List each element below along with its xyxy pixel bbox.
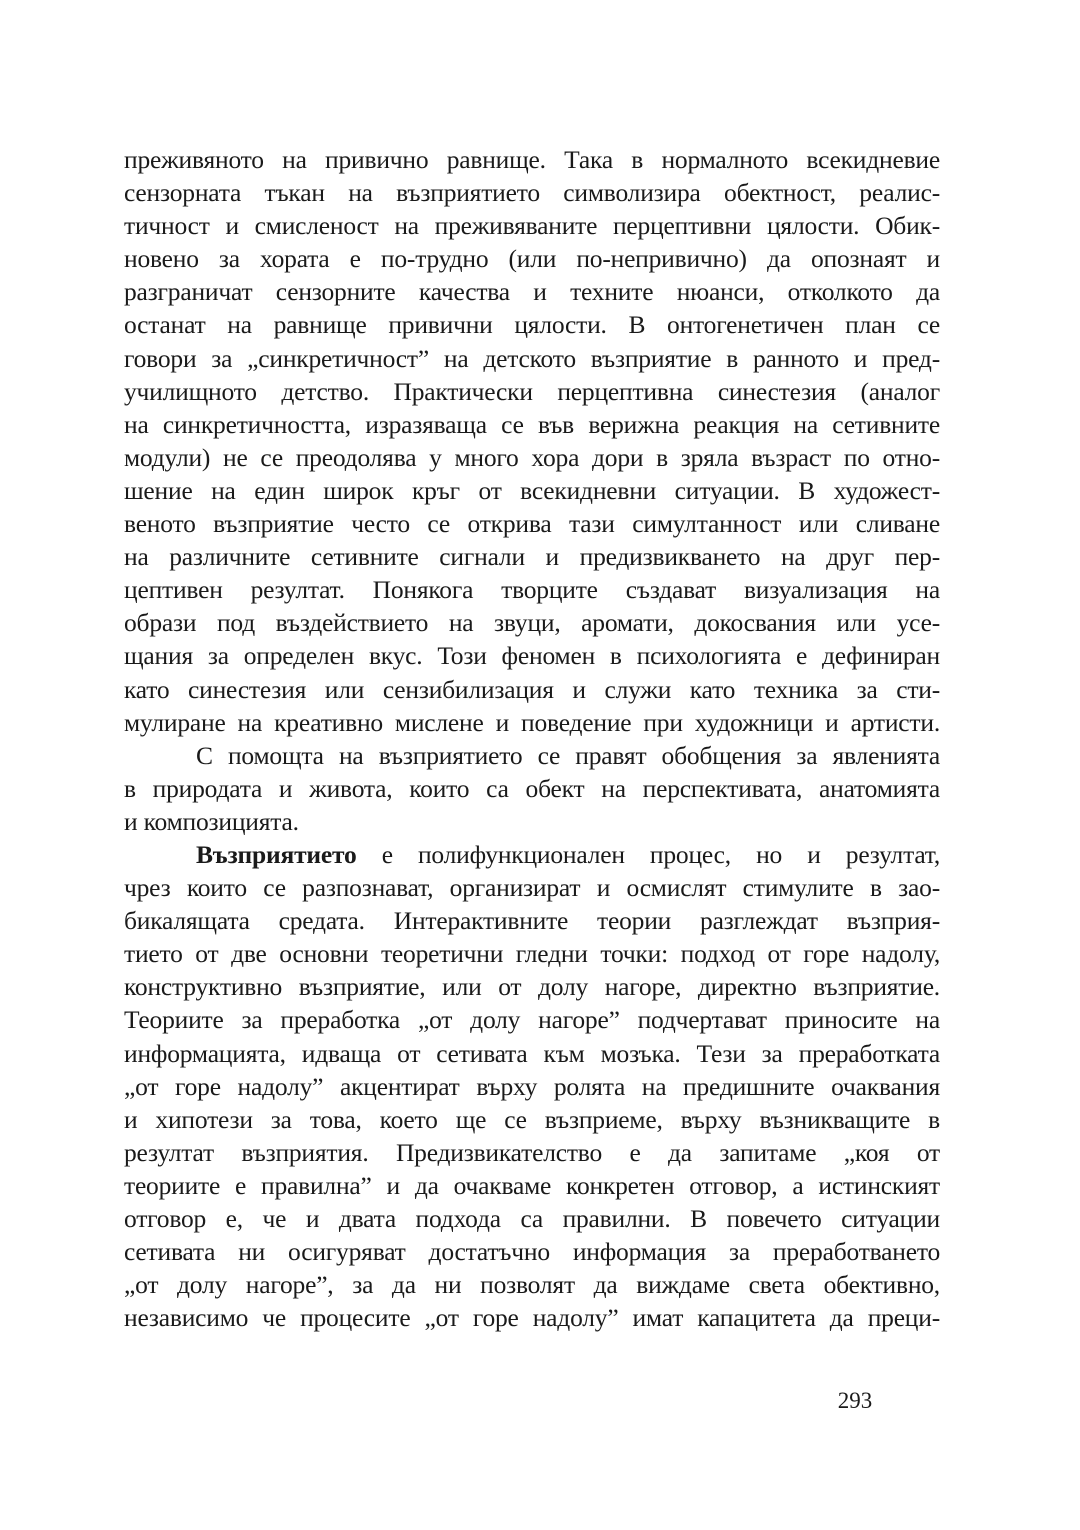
text-line: разграничат сензорните качества и техните нюанси, отколкото да bbox=[124, 277, 940, 307]
text-line: тичност и смисленост на преживяваните перцептивни цялости. Обик- bbox=[124, 211, 940, 241]
text-line: информацията, идваща от сетивата към мозъка. Тези за преработката bbox=[124, 1038, 940, 1068]
text-line: отговор е, че и двата подхода са правилни. В повечето ситуации bbox=[124, 1204, 940, 1233]
text-line: конструктивно възприятие, или от долу нагоре, директно възприятие. bbox=[124, 972, 940, 1002]
page-number: 293 bbox=[837, 1388, 873, 1413]
text-line: мулиране на креативно мислене и поведение при художници и артисти. bbox=[124, 707, 940, 737]
text-line: на различните сетивните сигнали и предизвикването на друг пер- bbox=[124, 542, 940, 572]
text-line: на синкретичността, изразяваща се във верижна реакция на сетивните bbox=[124, 409, 940, 439]
text-line: тието от две основни теоретични гледни точки: подход от горе надолу, bbox=[124, 939, 940, 969]
text-line bbox=[124, 838, 940, 871]
text-line: модули) не се преодолява у много хора дори в зряла възраст по отно- bbox=[124, 442, 940, 472]
text-line: С помощта на възприятието се правят обобщения за явленията bbox=[196, 740, 940, 770]
text-line: образи под въздействието на звуци, аромати, докосвания или усе- bbox=[124, 608, 940, 638]
text-line: говори за „синкретичност” на детското възприятие в ранното и пред- bbox=[124, 343, 940, 373]
text-line: училищното детство. Практически перцептивна синестезия (аналог bbox=[124, 376, 940, 406]
text-line: шение на един широк кръг от всекидневни ситуации. В художест- bbox=[124, 475, 940, 505]
text-span: е полифункционален процес, но и резултат, bbox=[356, 839, 940, 869]
text-line: бикалящата средата. Интерактивните теории разглеждат възприя- bbox=[124, 906, 940, 936]
text-line: чрез които се разпознават, организират и осмислят стимулите в зао- bbox=[124, 873, 940, 903]
text-line: цептивен резултат. Понякога творците създават визуализация на bbox=[124, 575, 940, 605]
text-line: новено за хората е по-трудно (или по-непривично) да опознаят и bbox=[124, 244, 940, 274]
text-line: веното възприятие често се открива тази симултанност или сливане bbox=[124, 509, 940, 539]
body-text bbox=[124, 143, 940, 1334]
text-line: независимо че процесите „от горе надолу” имат капацитета да преци- bbox=[124, 1303, 940, 1333]
text-line: и хипотези за това, което ще се възприеме, върху възникващите в bbox=[124, 1104, 940, 1134]
text-line: щания за определен вкус. Този феномен в психологията е дефиниран bbox=[124, 641, 940, 671]
text-line: преживяното на привично равнище. Така в нормалното всекидневие bbox=[124, 145, 940, 174]
text-line: теориите е правилна” и да очакваме конкретен отговор, а истинският bbox=[124, 1170, 940, 1200]
text-line: и композицията. bbox=[124, 806, 299, 836]
text-line: като синестезия или сензибилизация и служи като техника за сти- bbox=[124, 674, 940, 704]
text-line: сетивата ни осигуряват достатъчно информация за преработването bbox=[124, 1237, 940, 1267]
text-line: Теориите за преработка „от долу нагоре” подчертават приносите на bbox=[124, 1005, 940, 1035]
text-line: „от долу нагоре”, за да ни позволят да виждаме света обективно, bbox=[124, 1270, 940, 1300]
text-line: в природата и живота, които са обект на перспективата, анатомията bbox=[124, 773, 940, 803]
text-line: резултат възприятия. Предизвикателство е да запитаме „коя от bbox=[124, 1137, 940, 1167]
text-line: „от горе надолу” акцентират върху ролята на предишните очаквания bbox=[124, 1071, 940, 1101]
term-highlight: Възприятието bbox=[196, 839, 357, 869]
text-line: останат на равнище привични цялости. В онтогенетичен план се bbox=[124, 310, 940, 340]
text-line: сензорната тъкан на възприятието символизира обектност, реалис- bbox=[124, 178, 940, 208]
